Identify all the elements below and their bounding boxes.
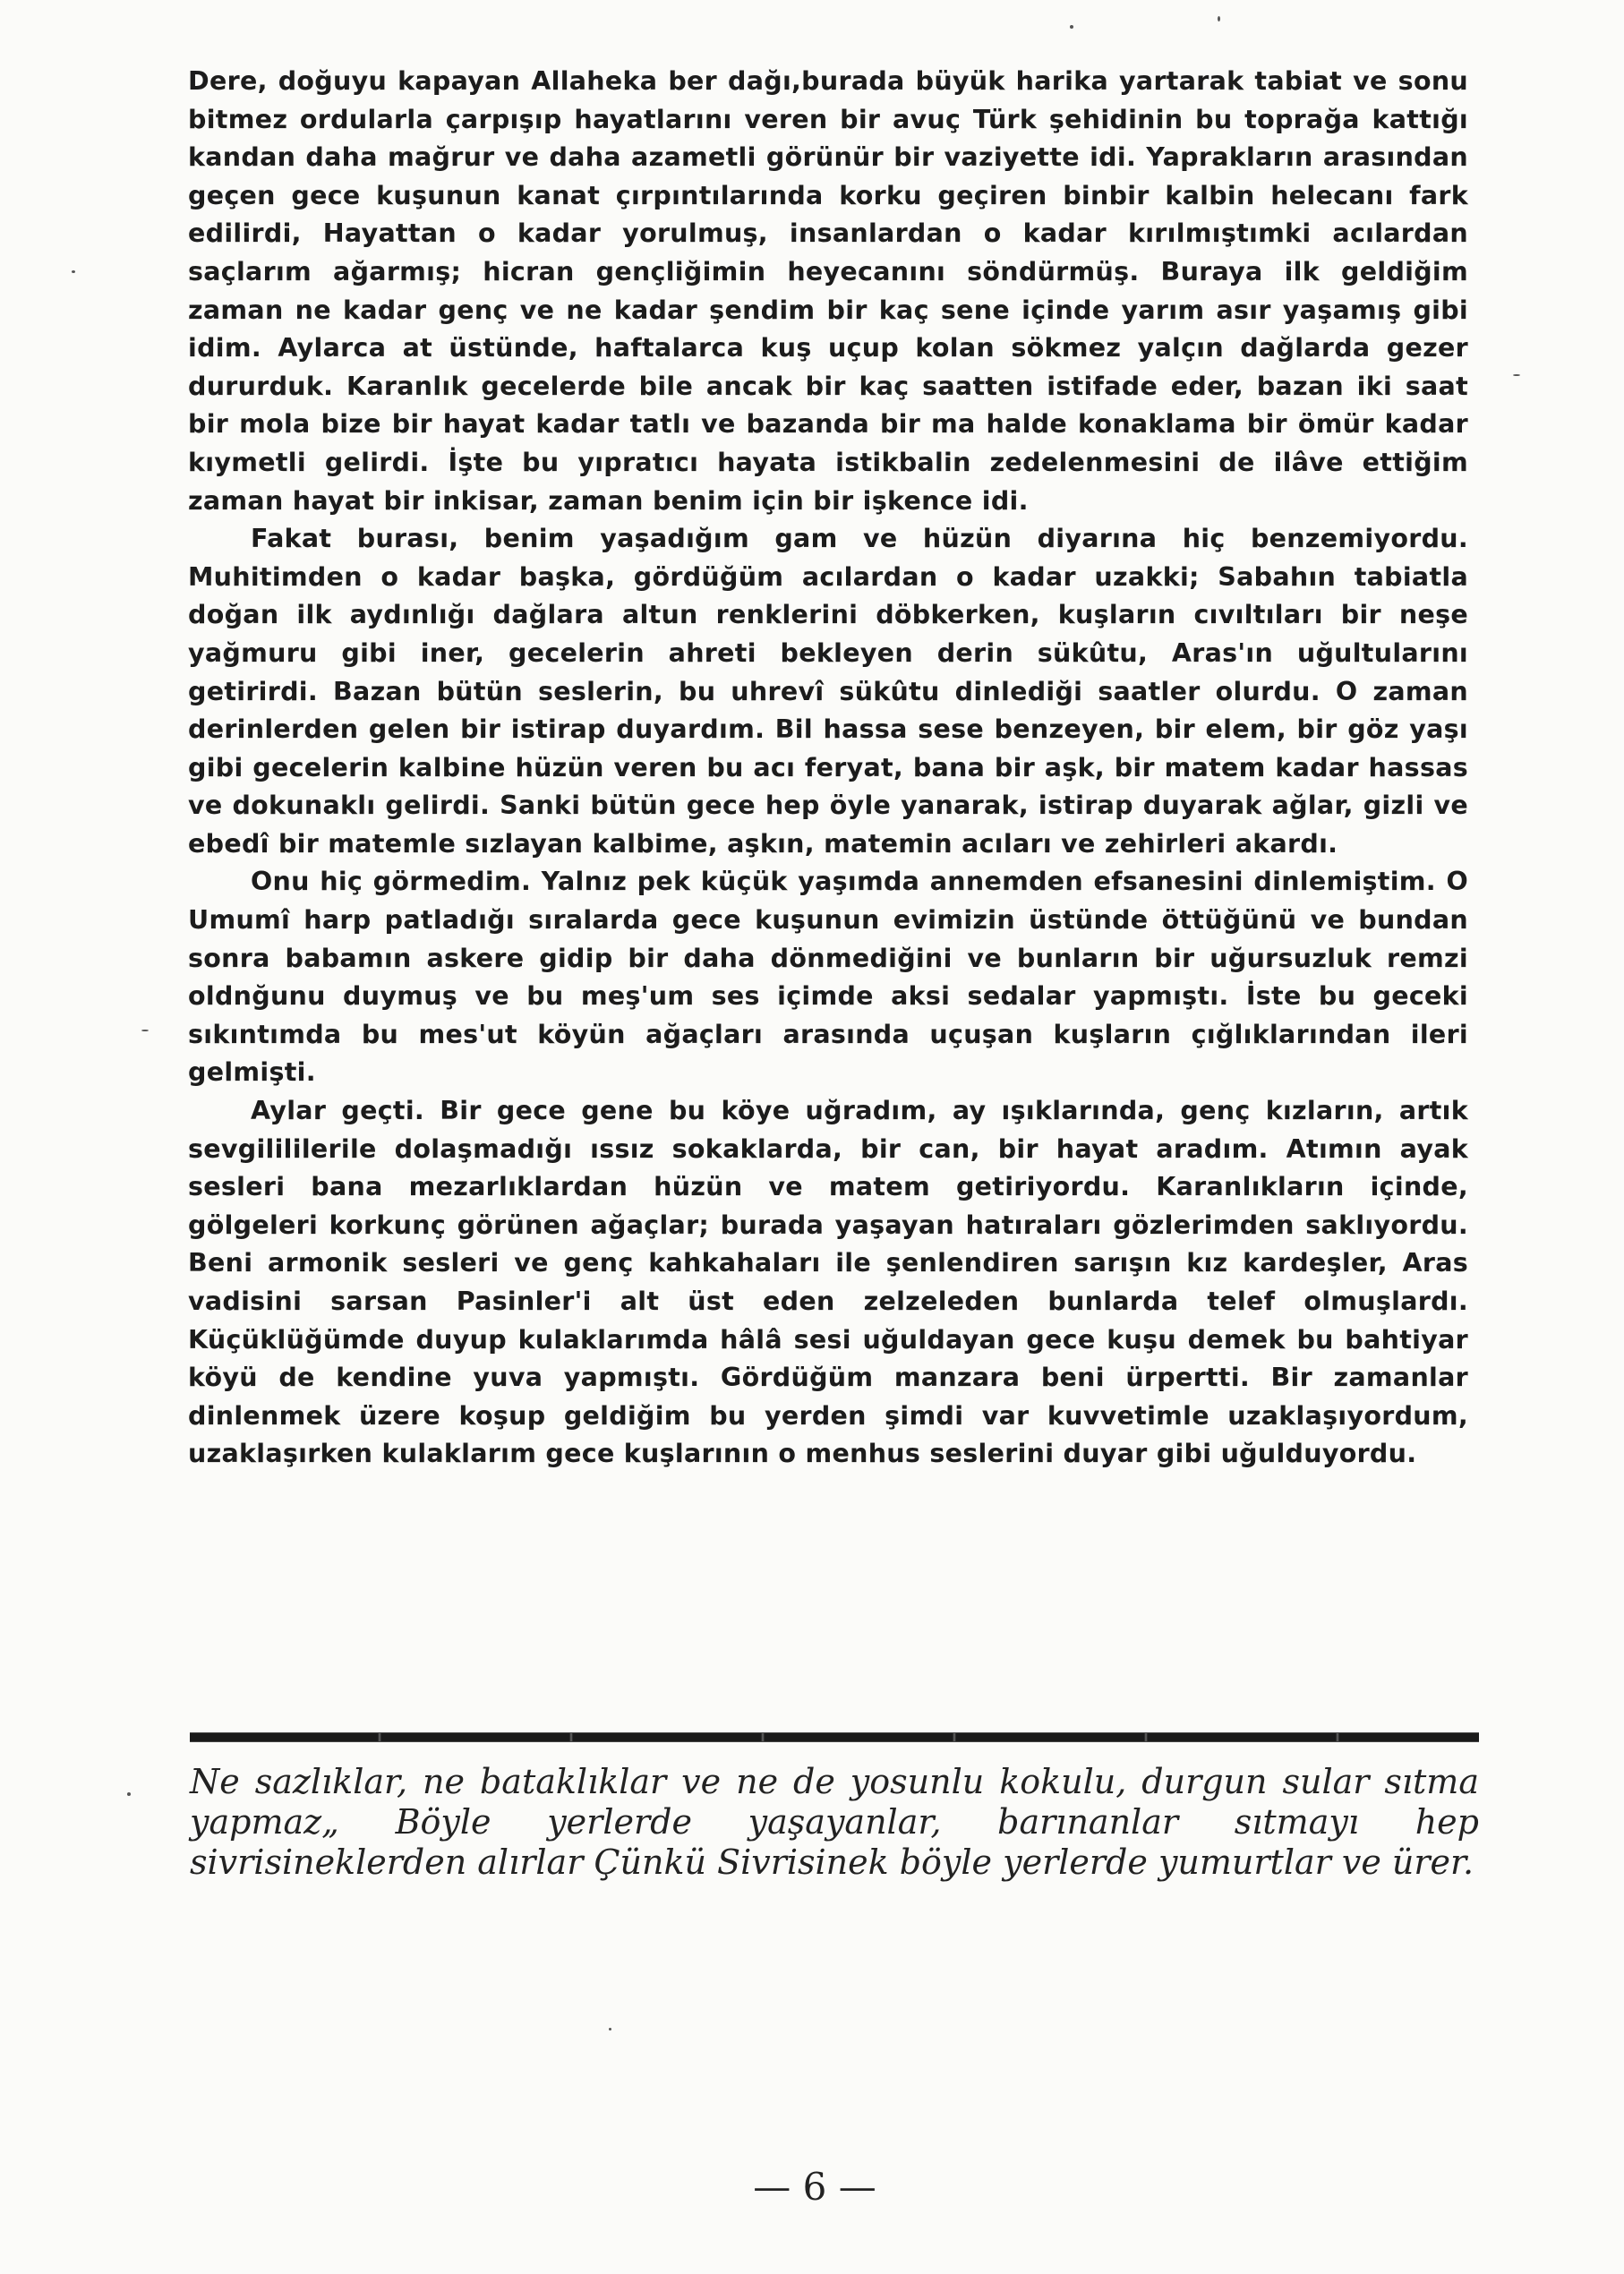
paragraph: Onu hiç görmedim. Yalnız pek küçük yaşımda annemden efsanesini dinlemiştim. O Umumî harp patladığı sıralarda gece kuşunun evimizin üstünde öttüğünü ve bundan sonra babamın askere gidip bir daha dönmediğini ve bunların bir uğursuzluk remzi oldnğunu duymuş ve bu meş'um ses içimde aksi sedalar yapmıştı. İste bu geceki sıkıntımda bu mes'ut köyün ağaçları arasında uçuşan kuşların çığlıklarından ileri gelmişti. bbox=[188, 867, 1468, 1088]
footnote: Ne sazlıklar, ne bataklıklar ve ne de yosunlu kokulu, durgun sular sıtma yapmaz„ Böyle yerlerde yaşayanlar, barınanlar sıtmayı hep sivrisineklerden alırlar Çünkü Sivrisinek böyle yerlerde yumurtlar ve ürer. bbox=[190, 1762, 1479, 1882]
page-number: — 6 — bbox=[753, 2165, 876, 2209]
scan-speck bbox=[141, 1030, 149, 1031]
scan-speck bbox=[1513, 374, 1520, 376]
paragraph: Dere, doğuyu kapayan Allaheka ber dağı,burada büyük harika yartarak tabiat ve sonu bitmez ordularla çarpışıp hayatlarını veren bir avuç Türk şehidinin bu toprağa kattığı kandan daha mağrur ve daha azametli görünür bir vaziyette idi. Yaprakların arasından geçen gece kuşunun kanat çırpıntılarında korku geçiren binbir kalbin helecanı fark edilirdi, Hayattan o kadar yorulmuş, insanlardan o kadar kırılmıştımki acılardan saçlarım ağarmış; hicran gençliğimin heyecanını söndürmüş. Buraya ilk geldiğim zaman ne kadar genç ve ne kadar şendim bir kaç sene içinde yarım asır yaşamış gibi idim. Aylarca at üstünde, haftalarca kuş uçup kolan sökmez yalçın dağlarda gezer dururduk. Karanlık gecelerde bile ancak bir kaç saatten istifade eder, bazan iki saat bir mola bize bir hayat kadar tatlı ve bazanda bir ma halde konaklama bir ömür kadar kıymetli gelirdi. İşte bu yıpratıcı hayata istikbalin zedelenmesini de ilâve ettiğim zaman hayat bir inkisar, zaman benim için bir işkence idi. bbox=[188, 66, 1468, 516]
paragraph: Fakat burası, benim yaşadığım gam ve hüzün diyarına hiç benzemiyordu. Muhitimden o kadar başka, gördüğüm acılardan o kadar uzakki; Sabahın tabiatla doğan ilk aydınlığı dağlara altun renklerini döbkerken, kuşların cıvıltıları bir neşe yağmuru gibi iner, gecelerin ahreti bekleyen derin sükûtu, Aras'ın uğultularını getirirdi. Bazan bütün seslerin, bu uhrevî sükûtu dinlediği saatler olurdu. O zaman derinlerden gelen bir istirap duyardım. Bil hassa sese benzeyen, bir elem, bir göz yaşı gibi gecelerin kalbine hüzün veren bu acı feryat, bana bir aşk, bir matem kadar hassas ve dokunaklı gelirdi. Sanki bütün gece hep öyle yanarak, istirap duyarak ağlar, gizli ve ebedî bir matemle sızlayan kalbime, aşkın, matemin acıları ve zehirleri akardı. bbox=[188, 524, 1468, 859]
scan-speck bbox=[1070, 25, 1073, 29]
separator-rule bbox=[190, 1732, 1479, 1742]
scan-speck bbox=[72, 270, 75, 273]
paragraph: Aylar geçti. Bir gece gene bu köye uğradım, ay ışıklarında, genç kızların, artık sevgilililerile dolaşmadığı ıssız sokaklarda, bir can, bir hayat aradım. Atımın ayak sesleri bana mezarlıklardan hüzün ve matem getiriyordu. Karanlıkların içinde, gölgeleri korkunç görünen ağaçlar; burada yaşayan hatıraları gözlerimden saklıyordu. Beni armonik sesleri ve genç kahkahaları ile şenlendiren sarışın kız kardeşler, Aras vadisini sarsan Pasinler'i alt üst eden zelzeleden bunlarda telef olmuşlardı. Küçüklüğümde duyup kulaklarımda hâlâ sesi uğuldayan gece kuşu demek bu bahtiyar köyü de kendine yuva yapmıştı. Gördüğüm manzara beni ürpertti. Bir zamanlar dinlenmek üzere koşup geldiğim bu yerden şimdi var kuvvetimle uzaklaşıyordum, uzaklaşırken kulaklarım gece kuşlarının o menhus seslerini duyar gibi uğulduyordu. bbox=[188, 1096, 1468, 1469]
scan-speck bbox=[1218, 16, 1220, 21]
body-text bbox=[188, 63, 1468, 1474]
scan-speck bbox=[127, 1792, 131, 1796]
scan-speck bbox=[609, 2028, 611, 2030]
